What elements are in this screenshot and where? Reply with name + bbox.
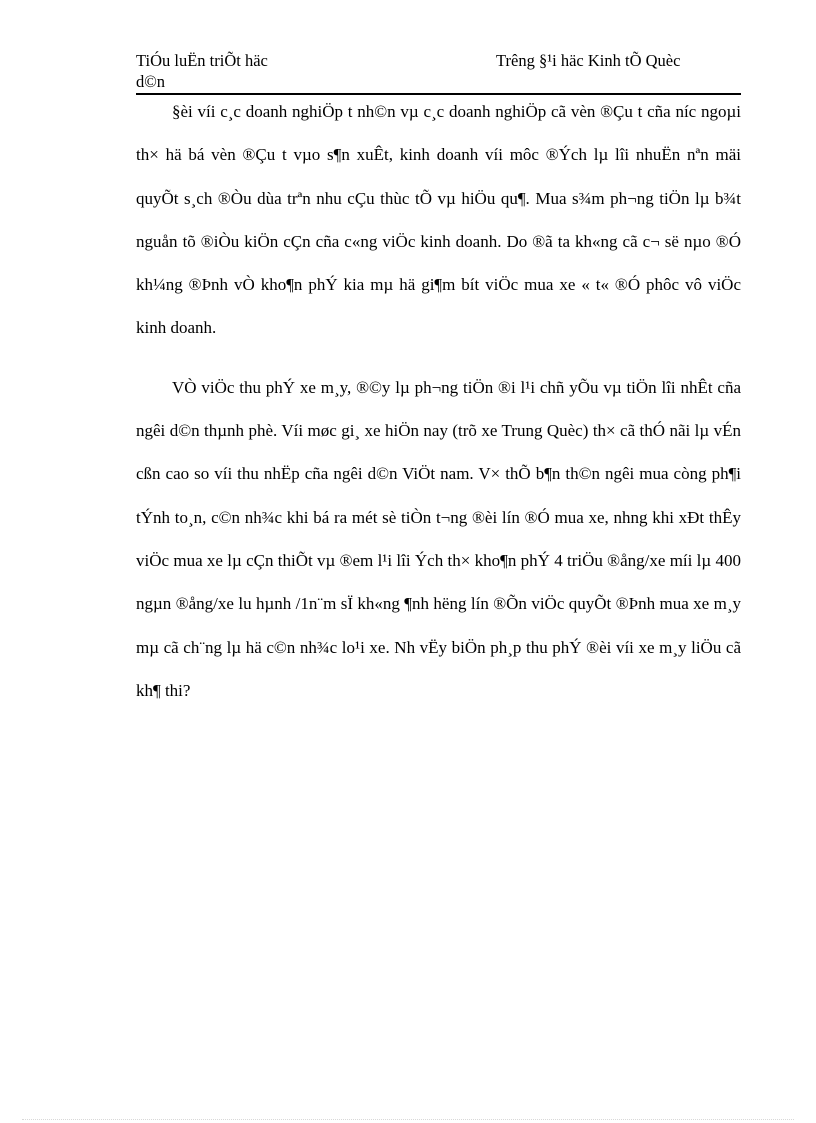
header-left-title	[136, 50, 336, 92]
header-left-line2: d©n	[136, 72, 166, 91]
document-body	[136, 90, 741, 712]
header-right-title: Trêng §¹i häc Kinh tÕ Quèc	[496, 51, 681, 70]
paragraph: VÒ viÖc thu phÝ xe m¸y, ®©y lµ ph¬ng tiÖn ®i l¹i chñ yÕu vµ tiÖn lîi nhÊt cña ngêi d©n thµnh phè. Víi møc gi¸ xe hiÖn nay (trõ xe Trung Quèc) th× cã thÓ nãi lµ vÉn cßn cao so víi thu nhËp cña ngêi d©n ViÖt nam. V× thÕ b¶n th©n ngêi mua còng ph¶i tÝnh to¸n, c©n nh¾c khi bá ra mét sè tiÒn t¬ng ®èi lín ®Ó mua xe, nhng khi xÐt thÊy viÖc mua xe lµ cÇn thiÕt vµ ®em l¹i lîi Ých th× kho¶n phÝ 4 triÖu ®ång/xe míi lµ 400 ngµn ®ång/xe lu hµnh /1n¨m sÏ kh«ng ¶nh hëng lín ®Õn viÖc quyÕt ®Þnh mua xe m¸y mµ cã ch¨ng lµ hä c©n nh¾c lo¹i xe. Nh vËy biÖn ph¸p thu phÝ ®èi víi xe m¸y liÖu cã kh¶ thi?	[136, 377, 741, 700]
page-bottom-border	[22, 1119, 794, 1120]
header-left-line1: TiÓu luËn triÕt häc	[136, 51, 268, 70]
paragraph: §èi víi c¸c doanh nghiÖp t nh©n vµ c¸c doanh nghiÖp cã vèn ®Çu t cña níc ngoµi th× hä bá vèn ®Çu t vµo s¶n xuÊt, kinh doanh víi môc ®Ých lµ lîi nhuËn nªn mäi quyÕt s¸ch ®Òu dùa trªn nhu cÇu thùc tÕ vµ hiÖu qu¶. Mua s¾m ph¬ng tiÖn lµ b¾t nguån tõ ®iÒu kiÖn cÇn cña c«ng viÖc kinh doanh. Do ®ã ta kh«ng cã c¬ së nµo ®Ó kh¼ng ®Þnh vÒ kho¶n phÝ kia mµ hä gi¶m bít viÖc mua xe « t« ®Ó phôc vô viÖc kinh doanh.	[136, 102, 741, 338]
